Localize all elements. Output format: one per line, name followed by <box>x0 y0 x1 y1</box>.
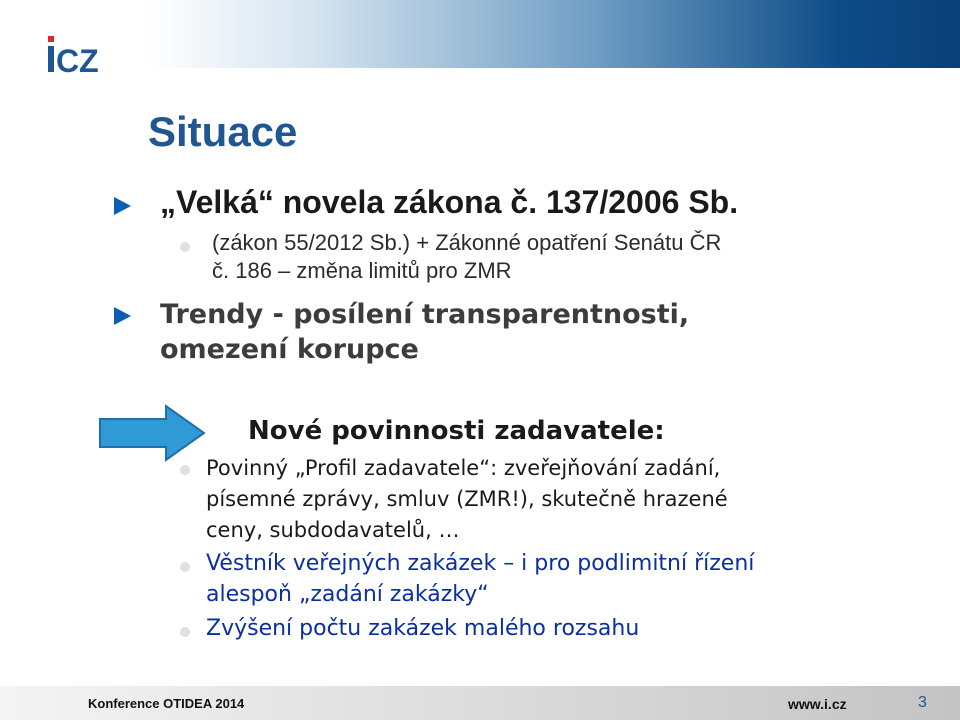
triangle-arrow-icon <box>112 306 132 326</box>
item-profil-line-3: ceny, subdodavatelů, … <box>206 518 460 542</box>
icz-logo <box>46 34 110 74</box>
header-gradient-band <box>150 0 960 68</box>
circle-bullet-icon <box>180 465 190 475</box>
triangle-arrow-icon <box>112 196 132 216</box>
item-profil-line-2: písemné zprávy, smluv (ZMR!), skutečně hrazené <box>206 487 728 511</box>
circle-bullet-icon <box>180 627 190 637</box>
item-vestnik-line-2: alespoň „zadání zakázky“ <box>206 582 489 607</box>
bullet-velka-novela: „Velká“ novela zákona č. 137/2006 Sb. <box>160 184 739 220</box>
section-heading: Nové povinnosti zadavatele: <box>248 416 665 446</box>
item-vestnik-line-1: Věstník veřejných zakázek – i pro podlimitní řízení <box>206 551 755 576</box>
sub-bullet-line-1: (zákon 55/2012 Sb.) + Zákonné opatření Senátu ČR <box>212 230 722 255</box>
svg-text:CZ: CZ <box>56 43 99 74</box>
sub-bullet-line-2: č. 186 – změna limitů pro ZMR <box>212 258 512 283</box>
footer-conference: Konference OTIDEA 2014 <box>88 696 245 711</box>
circle-bullet-icon <box>180 242 190 252</box>
item-profil-line-1: Povinný „Profil zadavatele“: zveřejňování zadání, <box>206 456 721 480</box>
slide-title: Situace <box>148 108 298 155</box>
page-number: 3 <box>918 694 927 711</box>
item-zvyseni: Zvýšení počtu zakázek malého rozsahu <box>206 616 640 641</box>
bullet-trendy-line-1: Trendy - posílení transparentnosti, <box>160 299 690 330</box>
bullet-trendy-line-2: omezení korupce <box>160 334 419 365</box>
circle-bullet-icon <box>180 562 190 572</box>
right-arrow-icon <box>98 404 206 462</box>
footer-url: www.i.cz <box>788 696 847 712</box>
